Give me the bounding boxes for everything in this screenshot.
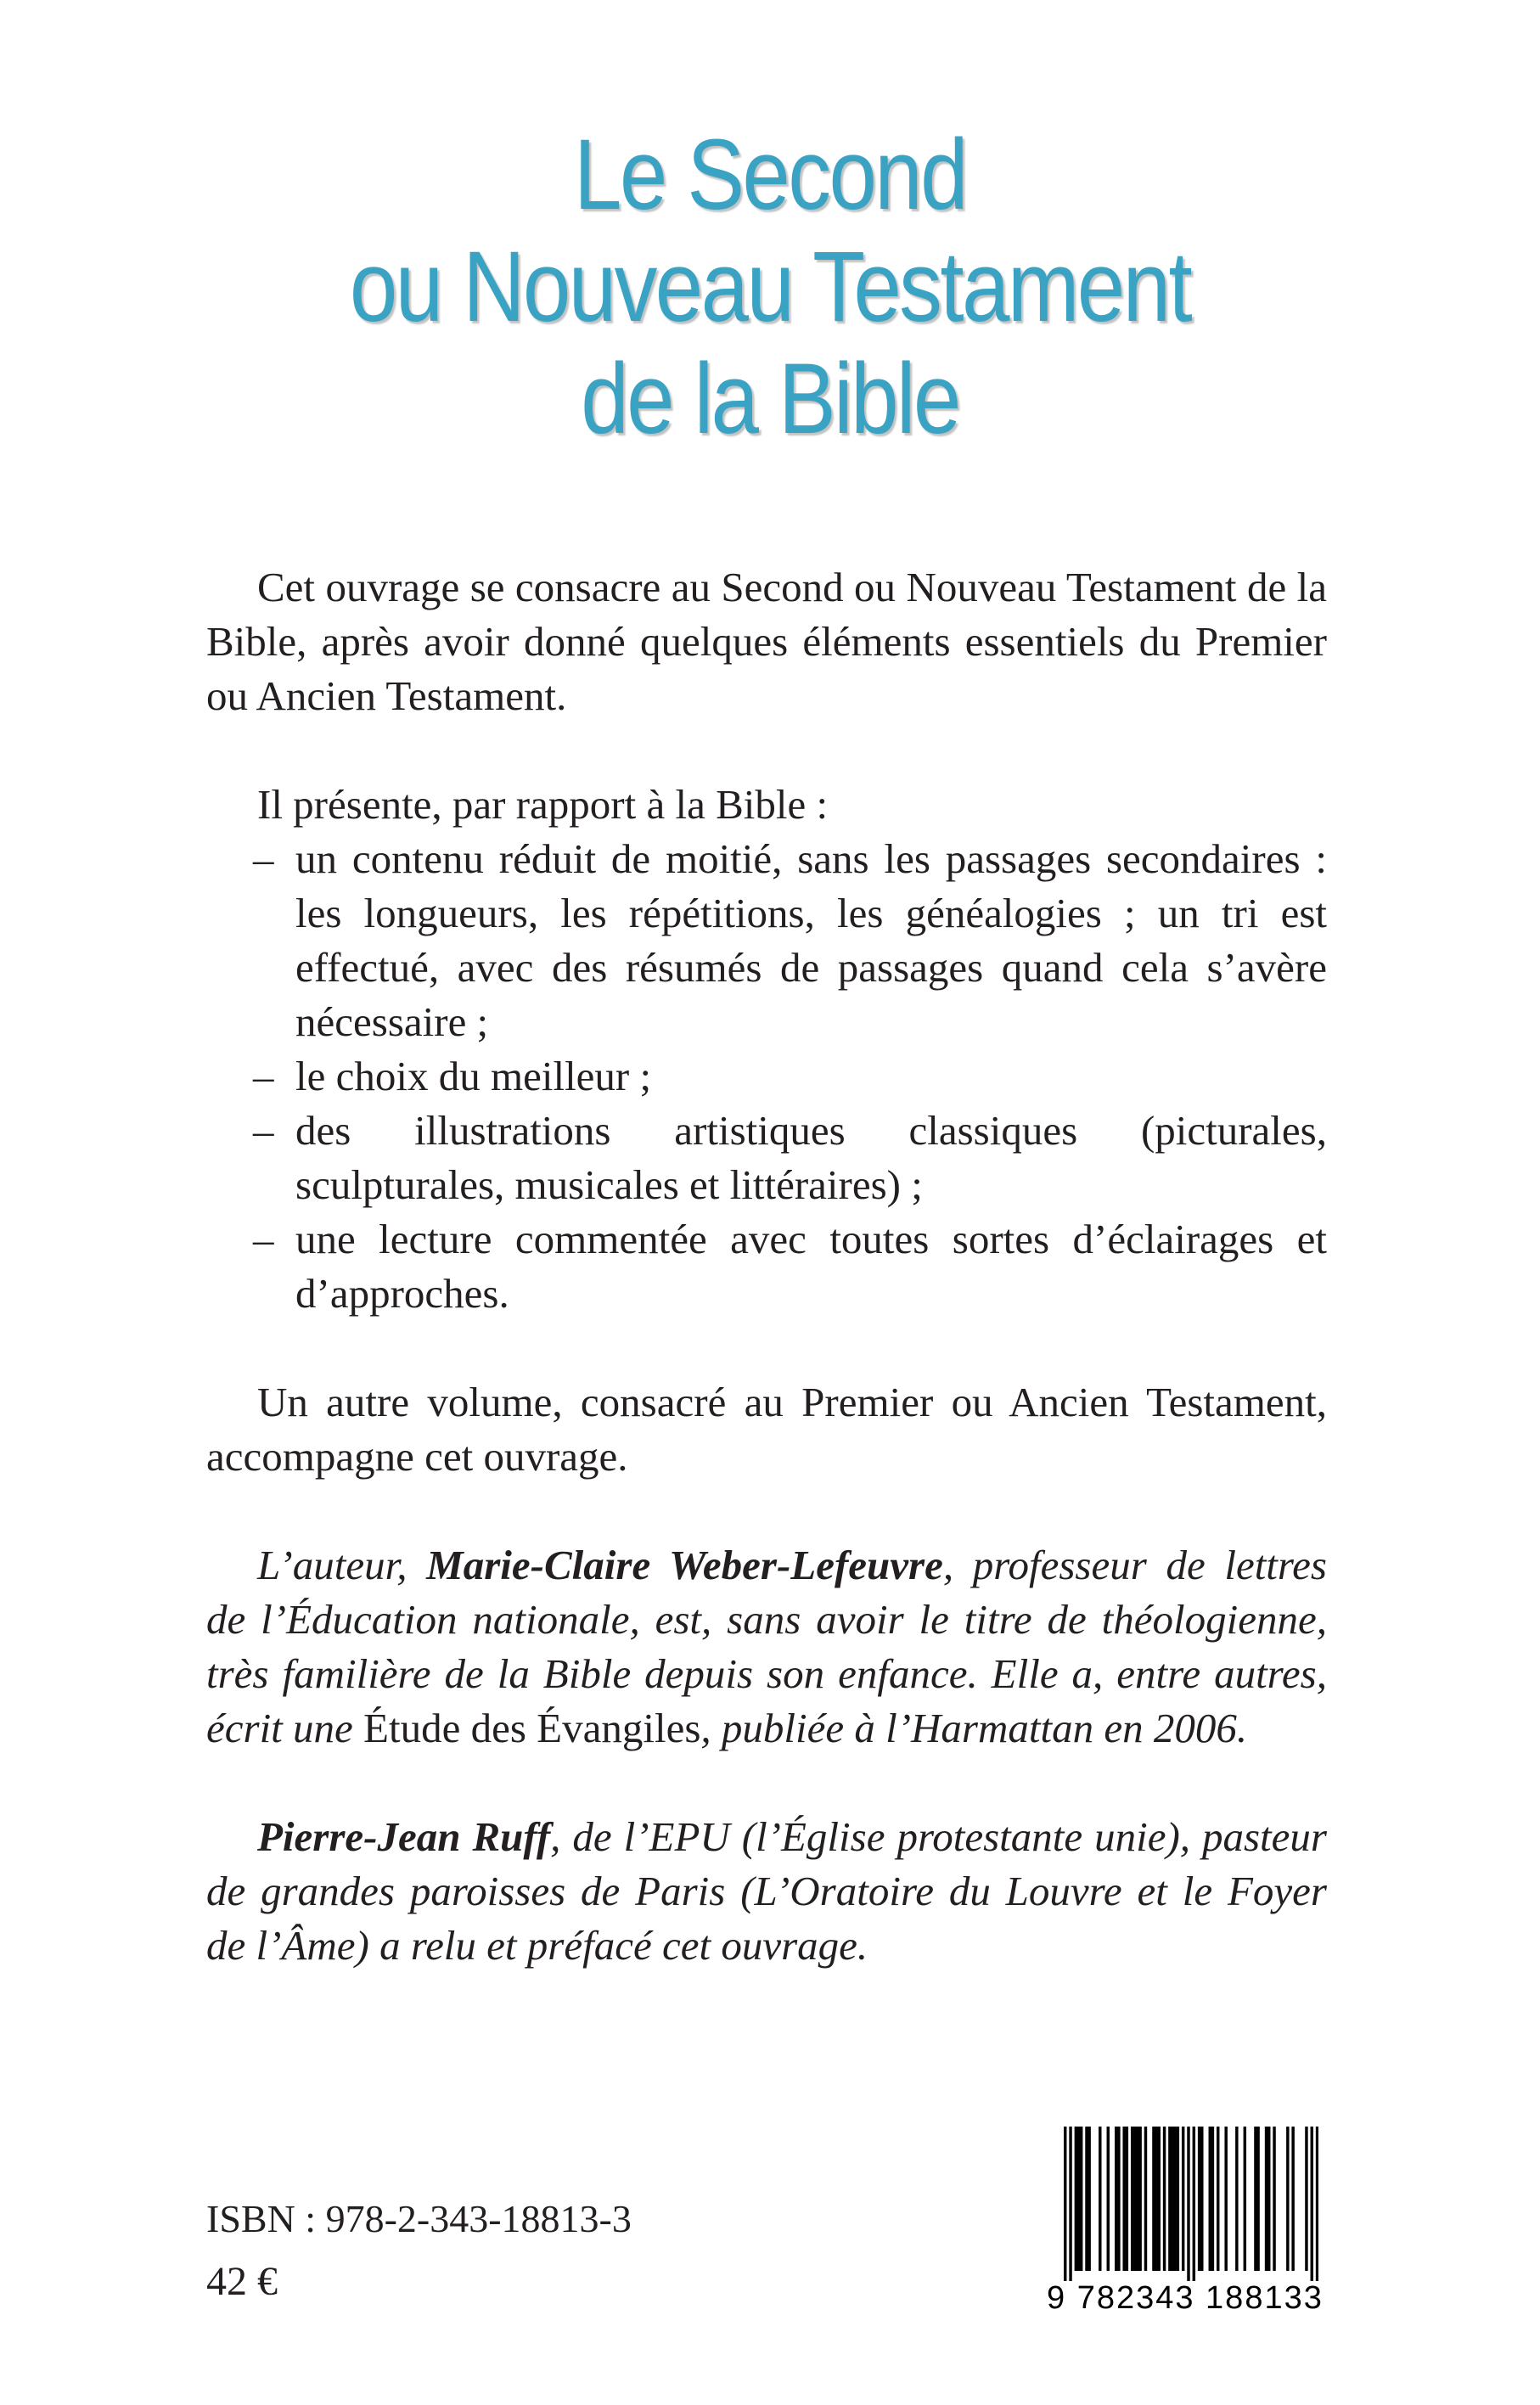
barcode-bar <box>1085 2127 1088 2271</box>
barcode-bar <box>1256 2127 1259 2271</box>
barcode-bar <box>1163 2127 1166 2271</box>
barcode-bar <box>1198 2127 1200 2271</box>
barcode-bar <box>1107 2127 1110 2271</box>
work-title: Étude des Évangiles <box>363 1705 701 1751</box>
list-item-text: un contenu réduit de moitié, sans les passages secondaires : les longueurs, les répétitions, les généalogies ; un tri est effectué, avec des résumés de passages quand cela s’avère nécessaire ; <box>295 835 1327 1045</box>
barcode-bar <box>1115 2127 1117 2271</box>
author-bio-middle: , professeur de lettres de l’Éducation nationale, est, sans avoir le titre de théologienne, très familière de la Bible depuis son enfance. Elle a, entre autres, écrit une <box>206 1542 1327 1751</box>
barcode <box>1047 2127 1334 2324</box>
barcode-bar <box>1152 2127 1155 2271</box>
barcode-bar <box>1291 2127 1294 2271</box>
barcode-bar <box>1311 2127 1313 2281</box>
barcode-bar <box>1080 2127 1082 2271</box>
list-item <box>206 832 1327 1049</box>
book-title <box>108 119 1432 455</box>
barcode-bar <box>1155 2127 1157 2271</box>
barcode-bar <box>1177 2127 1179 2271</box>
title-line: Le Second <box>573 119 967 231</box>
dash-marker: – <box>253 1107 274 1154</box>
barcode-bar <box>1211 2127 1214 2271</box>
title-line: de la Bible <box>581 343 959 455</box>
barcode-bar <box>1187 2127 1189 2281</box>
dash-marker: – <box>253 835 274 882</box>
list-item <box>206 1104 1327 1212</box>
list-item <box>206 1212 1327 1321</box>
author-bio-prefix: L’auteur, <box>257 1542 427 1588</box>
barcode-bar <box>1173 2127 1176 2271</box>
barcode-bar <box>1126 2127 1128 2271</box>
dash-marker: – <box>253 1053 274 1099</box>
preface-bio <box>206 1810 1327 1973</box>
barcode-bar <box>1305 2127 1307 2271</box>
author-bio <box>206 1538 1327 1756</box>
barcode-bar <box>1088 2127 1090 2271</box>
barcode-bars <box>1064 2127 1318 2281</box>
barcode-bar <box>1117 2127 1120 2271</box>
barcode-bar <box>1182 2127 1184 2271</box>
list-item <box>206 1049 1327 1104</box>
barcode-bar <box>1193 2127 1195 2281</box>
author-name: Marie-Claire Weber-Lefeuvre <box>426 1542 943 1588</box>
barcode-digits: 9 782343 188133 <box>1047 2280 1324 2316</box>
barcode-bar <box>1265 2127 1267 2271</box>
list-lead: Il présente, par rapport à la Bible : <box>257 781 829 828</box>
barcode-bar <box>1144 2127 1147 2271</box>
list-item-text: des illustrations artistiques classiques (picturales, sculpturales, musicales et littéraires) ; <box>295 1107 1327 1208</box>
barcode-bar <box>1235 2127 1238 2271</box>
list-item-text: une lecture commentée avec toutes sortes d’éclairages et d’approches. <box>295 1216 1327 1317</box>
companion-paragraph: Un autre volume, consacré au Premier ou Ancien Testament, accompagne cet ouvrage. <box>206 1379 1327 1480</box>
barcode-bar <box>1099 2127 1101 2271</box>
barcode-bar <box>1133 2127 1136 2271</box>
barcode-bar <box>1158 2127 1161 2271</box>
barcode-bar <box>1224 2127 1227 2271</box>
preface-bio-text: , de l’EPU (l’Église protestante unie), pasteur de grandes paroisses de Paris (L’Oratoire du Louvre et le Foyer de l’Âme) a relu et préfacé cet ouvrage. <box>206 1813 1327 1969</box>
price: 42 € <box>206 2259 278 2304</box>
barcode-bar <box>1122 2127 1125 2271</box>
barcode-bar <box>1200 2127 1203 2271</box>
dash-marker: – <box>253 1216 274 1262</box>
barcode-bar <box>1316 2127 1318 2281</box>
barcode-bar <box>1171 2127 1173 2271</box>
barcode-bar <box>1131 2127 1133 2271</box>
barcode-bar <box>1273 2127 1275 2271</box>
list-item-text: le choix du meilleur ; <box>295 1053 652 1099</box>
barcode-bar <box>1254 2127 1256 2271</box>
barcode-bar <box>1136 2127 1138 2271</box>
barcode-bar <box>1064 2127 1066 2281</box>
intro-paragraph: Cet ouvrage se consacre au Second ou Nouveau Testament de la Bible, après avoir donné quelques éléments essentiels du Premier ou Ancien Testament. <box>206 564 1327 719</box>
barcode-bar <box>1267 2127 1270 2271</box>
barcode-bar <box>1075 2127 1077 2271</box>
title-line: ou Nouveau Testament <box>349 231 1191 343</box>
barcode-bar <box>1168 2127 1171 2271</box>
back-cover-text <box>206 560 1327 1973</box>
barcode-bar <box>1244 2127 1246 2271</box>
barcode-bar <box>1286 2127 1289 2271</box>
barcode-bar <box>1217 2127 1219 2271</box>
author-bio-suffix: , publiée à l’Harmattan en 2006. <box>700 1705 1248 1751</box>
barcode-bar <box>1077 2127 1080 2271</box>
barcode-bar <box>1069 2127 1071 2281</box>
preface-author-name: Pierre-Jean Ruff <box>257 1813 551 1860</box>
isbn: ISBN : 978-2-343-18813-3 <box>206 2197 632 2240</box>
barcode-bar <box>1209 2127 1211 2271</box>
barcode-bar <box>1138 2127 1141 2271</box>
